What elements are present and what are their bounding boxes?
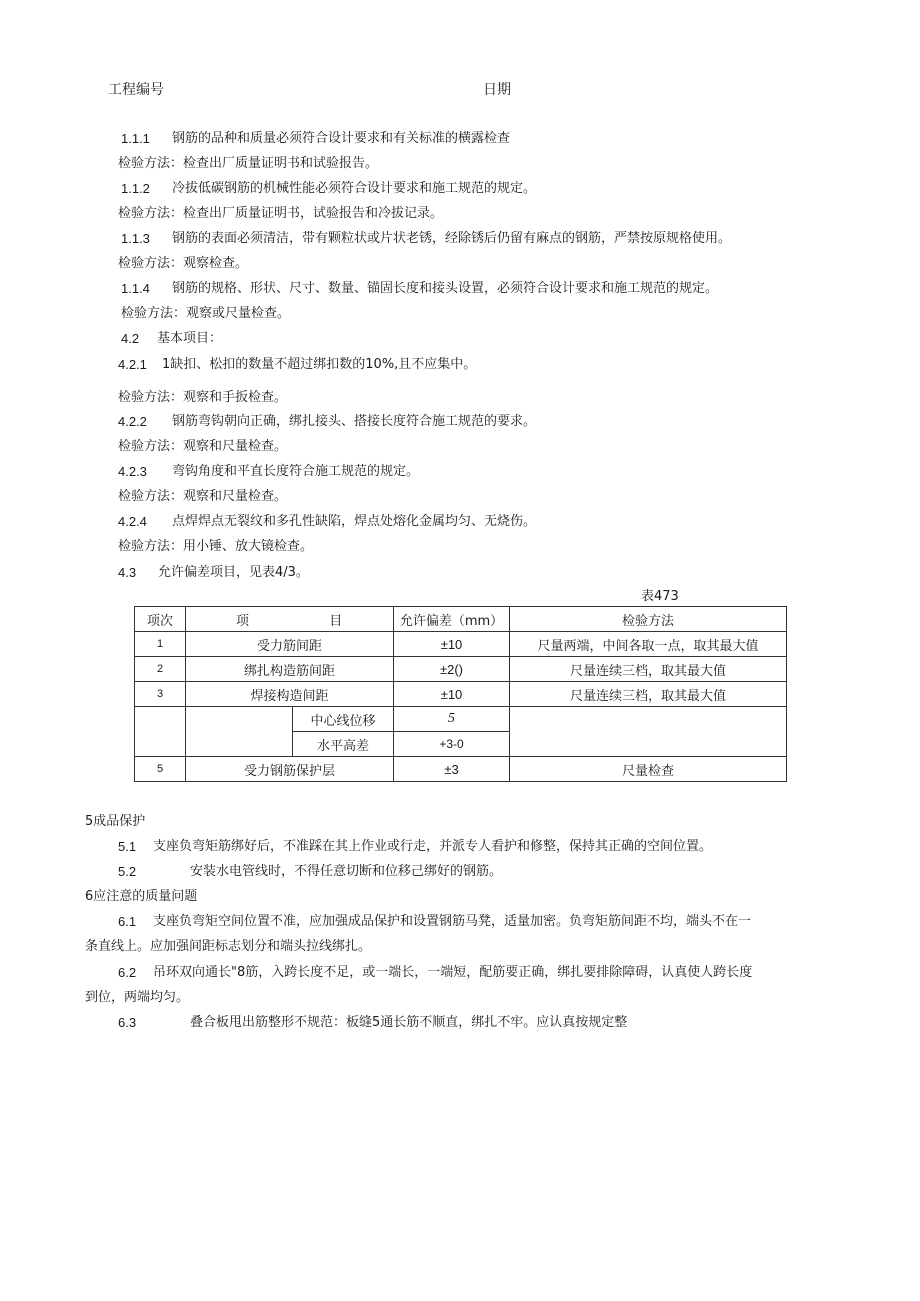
item-number: 6.2 — [118, 965, 137, 980]
inspection-method: 检验方法：观察和手扳检查。 — [118, 390, 288, 405]
header-item — [186, 607, 394, 632]
table-row — [135, 682, 787, 707]
section-5-title: 5成品保护 — [85, 814, 146, 829]
row-index: 3 — [135, 682, 186, 707]
date-label: 日期 — [483, 82, 511, 98]
row-index: 2 — [135, 657, 186, 682]
item-number: 5.1 — [118, 839, 137, 854]
paragraph-line: 到位，两端均匀。 — [85, 990, 190, 1005]
row-tolerance: ±3 — [394, 757, 510, 782]
inspection-method: 检验方法：观察和尺量检查。 — [118, 489, 288, 504]
item-text: 钢筋的表面必须清洁，带有颗粒状或片状老锈，经除锈后仍留有麻点的钢筋，严禁按原规格使用。 — [172, 231, 732, 246]
item-number: 1.1.3 — [121, 231, 150, 246]
table-row — [135, 657, 787, 682]
row-index-blank — [135, 707, 186, 757]
paragraph-line: 吊环双向通长"8筋，入跨长度不足，或一端长，一端短，配筋要正确，绑扎要排除障碍，认真使人跨长度 — [153, 965, 753, 980]
row-item-blank — [186, 707, 293, 757]
item-number: 1.1.2 — [121, 181, 150, 196]
row-index: 5 — [135, 757, 186, 782]
sub-tolerance: +3-0 — [394, 732, 510, 757]
item-number: 4.2.1 — [118, 357, 147, 372]
row-method: 尺量连续三档，取其最大值 — [510, 657, 787, 682]
sub-item: 水平高差 — [293, 732, 394, 757]
paragraph-line: 条直线上。应加强间距标志划分和端头拉线绑扎。 — [85, 939, 372, 954]
item-number: 4.2.2 — [118, 414, 147, 429]
inspection-method: 检验方法：用小锤、放大镜检查。 — [118, 539, 314, 554]
item-text: 支座负弯矩筋绑好后，不准踩在其上作业或行走，并派专人看护和修整，保持其正确的空间位置。 — [153, 839, 713, 854]
item-text: 点焊焊点无裂纹和多孔性缺陷，焊点处熔化金属均匀、无烧伤。 — [172, 514, 537, 529]
item-text: 钢筋的规格、形状、尺寸、数量、锚固长度和接头设置，必须符合设计要求和施工规范的规定。 — [172, 281, 719, 296]
item-text: 1缺扣、松扣的数量不超过绑扣数的10%,且不应集中。 — [162, 357, 477, 372]
item-number: 4.2.4 — [118, 514, 147, 529]
row-item: 受力钢筋保护层 — [186, 757, 394, 782]
inspection-method: 检验方法：观察或尺量检查。 — [121, 306, 291, 321]
item-number: 1.1.1 — [121, 131, 150, 146]
row-item: 受力筋间距 — [186, 632, 394, 657]
section-title: 基本项目： — [157, 331, 223, 346]
header-method: 检验方法 — [510, 607, 787, 632]
section-6-title: 6应注意的质量问题 — [85, 889, 198, 904]
project-no-label: 工程编号 — [108, 82, 164, 98]
paragraph-line: 叠合板甩出筋整形不规范：板缝5通长筋不顺直，绑扎不牢。应认真按规定整 — [190, 1015, 628, 1030]
paragraph-line: 支座负弯矩空间位置不准，应加强成品保护和设置钢筋马凳，适量加密。负弯矩筋间距不均，端头不在一 — [153, 914, 752, 929]
item-text: 弯钩角度和平直长度符合施工规范的规定。 — [172, 464, 420, 479]
section-number: 4.3 — [118, 565, 137, 580]
row-method: 尺量连续三档，取其最大值 — [510, 682, 787, 707]
inspection-method: 检验方法：观察检查。 — [118, 256, 249, 271]
item-number: 5.2 — [118, 864, 137, 879]
row-method: 尺量两端，中间各取一点，取其最大值 — [510, 632, 787, 657]
item-text: 钢筋弯钩朝向正确，绑扎接头、搭接长度符合施工规范的要求。 — [172, 414, 537, 429]
row-tolerance: ±2() — [394, 657, 510, 682]
item-number: 6.3 — [118, 1015, 137, 1030]
header-item-b: 目 — [329, 613, 343, 629]
row-method: 尺量检查 — [510, 757, 787, 782]
table-caption: 表473 — [641, 589, 679, 604]
inspection-method: 检验方法：检查出厂质量证明书和试验报告。 — [118, 156, 379, 171]
table-row — [135, 632, 787, 657]
inspection-method: 检验方法：观察和尺量检查。 — [118, 439, 288, 454]
header-tolerance: 允许偏差（mm） — [394, 607, 510, 632]
row-tolerance: ±10 — [394, 682, 510, 707]
item-text: 钢筋的品种和质量必须符合设计要求和有关标准的横露检查 — [172, 131, 511, 146]
table-row — [135, 757, 787, 782]
section-title: 允许偏差项目，见表4/3。 — [158, 565, 309, 580]
header-index: 项次 — [135, 607, 186, 632]
row-tolerance: ±10 — [394, 632, 510, 657]
sub-tolerance: 5 — [394, 707, 510, 732]
row-method-blank — [510, 707, 787, 757]
inspection-method: 检验方法：检查出厂质量证明书，试验报告和冷拔记录。 — [118, 206, 444, 221]
item-number: 4.2.3 — [118, 464, 147, 479]
row-item: 绑扎构造筋间距 — [186, 657, 394, 682]
table-header-row — [135, 607, 787, 632]
section-number: 4.2 — [121, 331, 140, 346]
item-text: 安装水电管线时，不得任意切断和位移己绑好的钢筋。 — [190, 864, 503, 879]
row-index: 1 — [135, 632, 186, 657]
header-item-a: 项 — [236, 613, 250, 629]
item-number: 6.1 — [118, 914, 137, 929]
tolerance-table — [134, 606, 787, 782]
table-sub-row — [135, 707, 787, 732]
item-text: 冷拔低碳钢筋的机械性能必须符合设计要求和施工规范的规定。 — [172, 181, 537, 196]
sub-item: 中心线位移 — [293, 707, 394, 732]
row-item: 焊接构造间距 — [186, 682, 394, 707]
item-number: 1.1.4 — [121, 281, 150, 296]
